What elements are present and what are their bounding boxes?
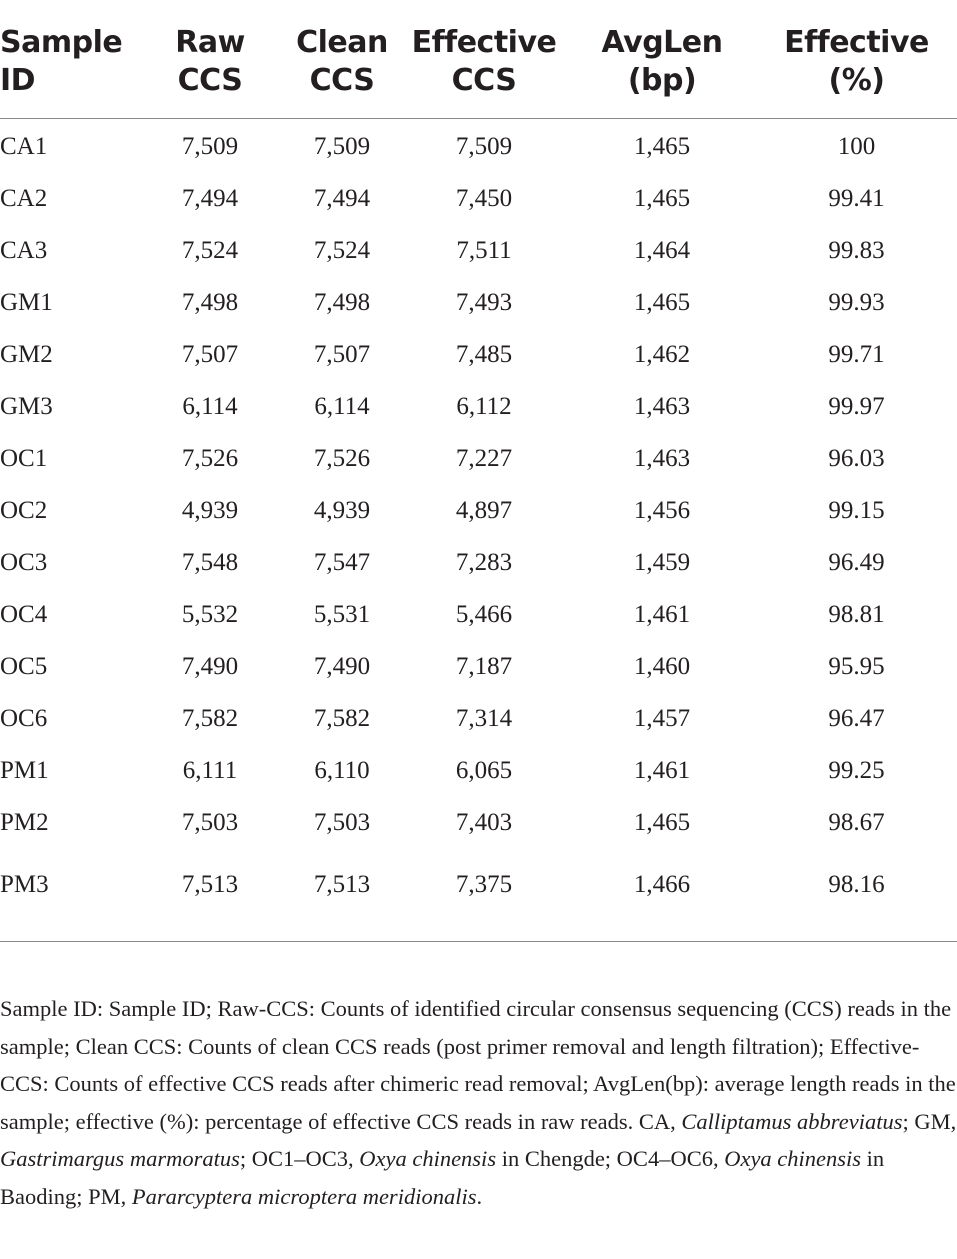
table-cell-effective-percent: 99.97 bbox=[828, 393, 885, 420]
table-cell-effective-percent: 99.41 bbox=[828, 185, 885, 212]
table-cell-effective-ccs: 7,314 bbox=[455, 705, 513, 732]
table-header bbox=[0, 24, 957, 119]
header-line: ID bbox=[0, 63, 36, 98]
table-row bbox=[0, 433, 957, 485]
table-cell-sample-id: PM1 bbox=[0, 757, 49, 784]
table-cell-sample-id: CA3 bbox=[0, 237, 48, 264]
table-cell-clean-ccs: 7,507 bbox=[313, 341, 371, 368]
column-header-sample-id bbox=[0, 24, 136, 119]
table-cell-raw-ccs: 7,509 bbox=[181, 133, 239, 160]
table-cell-sample-id: OC4 bbox=[0, 601, 48, 628]
table-cell-avglen-bp: 1,460 bbox=[633, 653, 691, 680]
footnote-text: Sample ID: Sample ID; Raw-CCS: Counts of identified circular consensus sequencing (CCS) reads in the sample; Clean CCS: Counts of clean CCS reads (post primer removal and length filtration); Effective-CCS: Counts of effective CCS reads after chimeric read removal; AvgLen(bp): average length reads in the sample; effective (%): percentage of effective CCS reads in raw reads. CA, bbox=[0, 996, 956, 1134]
table-row bbox=[0, 225, 957, 277]
table-body bbox=[0, 119, 957, 942]
table-cell-sample-id: CA2 bbox=[0, 185, 48, 212]
table-cell-sample-id: PM3 bbox=[0, 871, 49, 898]
table-cell-avglen-bp: 1,465 bbox=[633, 809, 691, 836]
header-row bbox=[0, 24, 957, 119]
table-cell-sample-id: GM1 bbox=[0, 289, 53, 316]
table-cell-clean-ccs: 5,531 bbox=[313, 601, 371, 628]
table-cell-effective-ccs: 5,466 bbox=[455, 601, 513, 628]
table-row bbox=[0, 641, 957, 693]
table-row bbox=[0, 329, 957, 381]
header-line: Effective bbox=[411, 25, 557, 60]
table-row bbox=[0, 381, 957, 433]
table-row bbox=[0, 277, 957, 329]
table-row bbox=[0, 119, 957, 174]
table-cell-effective-percent: 100 bbox=[837, 133, 876, 160]
table-cell-clean-ccs: 7,509 bbox=[313, 133, 371, 160]
table-row bbox=[0, 537, 957, 589]
table-cell-clean-ccs: 6,110 bbox=[314, 757, 370, 784]
header-line: Sample bbox=[0, 25, 123, 60]
table-cell-effective-ccs: 7,509 bbox=[455, 133, 513, 160]
table-cell-avglen-bp: 1,462 bbox=[633, 341, 691, 368]
table-cell-sample-id: CA1 bbox=[0, 133, 48, 160]
table-cell-sample-id: GM2 bbox=[0, 341, 53, 368]
table-cell-avglen-bp: 1,457 bbox=[633, 705, 691, 732]
table-cell-clean-ccs: 6,114 bbox=[314, 393, 370, 420]
table-cell-effective-ccs: 7,227 bbox=[455, 445, 513, 472]
species-name: Calliptamus abbreviatus bbox=[681, 1108, 903, 1134]
column-header-effective-ccs bbox=[400, 24, 568, 119]
table-cell-raw-ccs: 7,524 bbox=[181, 237, 239, 264]
table-cell-effective-percent: 96.47 bbox=[828, 705, 885, 732]
table-cell-sample-id: OC2 bbox=[0, 497, 48, 524]
table-cell-effective-ccs: 6,112 bbox=[456, 393, 512, 420]
table-cell-effective-ccs: 7,485 bbox=[455, 341, 513, 368]
header-line: (%) bbox=[828, 63, 885, 98]
table-cell-sample-id: OC1 bbox=[0, 445, 48, 472]
table-cell-avglen-bp: 1,463 bbox=[633, 393, 691, 420]
table-cell-effective-percent: 99.83 bbox=[828, 237, 885, 264]
table-cell-avglen-bp: 1,465 bbox=[633, 289, 691, 316]
table-cell-raw-ccs: 7,494 bbox=[181, 185, 239, 212]
table-cell-avglen-bp: 1,459 bbox=[633, 549, 691, 576]
table-cell-effective-ccs: 7,403 bbox=[455, 809, 513, 836]
table-cell-effective-percent: 99.25 bbox=[828, 757, 885, 784]
table-cell-effective-percent: 98.67 bbox=[828, 809, 885, 836]
table-cell-sample-id: OC3 bbox=[0, 549, 48, 576]
table-cell-clean-ccs: 7,490 bbox=[313, 653, 371, 680]
table-cell-raw-ccs: 7,498 bbox=[181, 289, 239, 316]
table-cell-clean-ccs: 7,498 bbox=[313, 289, 371, 316]
table-row bbox=[0, 797, 957, 849]
header-line: (bp) bbox=[627, 63, 697, 98]
header-line: CCS bbox=[451, 63, 517, 98]
table-cell-raw-ccs: 7,526 bbox=[181, 445, 239, 472]
header-line: CCS bbox=[309, 63, 375, 98]
table-cell-sample-id: PM2 bbox=[0, 809, 49, 836]
table-cell-raw-ccs: 7,503 bbox=[181, 809, 239, 836]
table-cell-avglen-bp: 1,464 bbox=[633, 237, 691, 264]
header-line: Effective bbox=[784, 25, 929, 60]
table-cell-avglen-bp: 1,463 bbox=[633, 445, 691, 472]
header-line: Clean bbox=[296, 25, 388, 60]
table-cell-clean-ccs: 7,524 bbox=[313, 237, 371, 264]
table-row bbox=[0, 485, 957, 537]
table-row bbox=[0, 849, 957, 942]
table-cell-raw-ccs: 6,111 bbox=[182, 757, 238, 784]
table-cell-effective-ccs: 7,283 bbox=[455, 549, 513, 576]
table-cell-effective-percent: 96.49 bbox=[828, 549, 885, 576]
table-row bbox=[0, 693, 957, 745]
species-name: Oxya chinensis bbox=[359, 1146, 497, 1171]
table-cell-clean-ccs: 7,547 bbox=[313, 549, 371, 576]
table-cell-effective-ccs: 7,450 bbox=[455, 185, 513, 212]
footnote-text: ; GM, bbox=[902, 1108, 957, 1134]
table-cell-effective-percent: 96.03 bbox=[828, 445, 885, 472]
table-cell-avglen-bp: 1,456 bbox=[633, 497, 691, 524]
column-header-clean-ccs bbox=[284, 24, 400, 119]
table-cell-clean-ccs: 7,526 bbox=[313, 445, 371, 472]
table-cell-raw-ccs: 5,532 bbox=[181, 601, 239, 628]
table-row bbox=[0, 745, 957, 797]
table-cell-effective-percent: 99.71 bbox=[828, 341, 885, 368]
table-cell-sample-id: OC6 bbox=[0, 705, 48, 732]
column-header-avglen-bp bbox=[568, 24, 756, 119]
species-name: Oxya chinensis bbox=[724, 1146, 862, 1171]
table-cell-effective-percent: 98.81 bbox=[828, 601, 885, 628]
species-name: Gastrimargus marmoratus bbox=[0, 1146, 240, 1171]
table-cell-clean-ccs: 7,494 bbox=[313, 185, 371, 212]
table-cell-raw-ccs: 7,548 bbox=[181, 549, 239, 576]
table-cell-raw-ccs: 4,939 bbox=[181, 497, 239, 524]
table-cell-raw-ccs: 7,582 bbox=[181, 705, 239, 732]
table-cell-raw-ccs: 6,114 bbox=[182, 393, 238, 420]
header-line: CCS bbox=[177, 63, 243, 98]
table-cell-clean-ccs: 4,939 bbox=[313, 497, 371, 524]
footnote-text: in Baoding; PM, bbox=[0, 1146, 885, 1209]
table-cell-raw-ccs: 7,513 bbox=[181, 871, 239, 898]
table-cell-effective-percent: 98.16 bbox=[828, 871, 885, 898]
table-cell-effective-ccs: 7,375 bbox=[455, 871, 513, 898]
header-line: Raw bbox=[175, 25, 245, 60]
footnote-text: ; OC1–OC3, bbox=[239, 1146, 360, 1171]
table-cell-effective-percent: 99.93 bbox=[828, 289, 885, 316]
table-cell-effective-ccs: 6,065 bbox=[455, 757, 513, 784]
table-cell-avglen-bp: 1,465 bbox=[633, 185, 691, 212]
table-cell-effective-percent: 95.95 bbox=[828, 653, 885, 680]
footnote-text: . bbox=[476, 1183, 483, 1209]
table-footnote bbox=[0, 990, 957, 1215]
species-name: Pararcyptera microptera meridionalis bbox=[131, 1183, 477, 1209]
table-cell-effective-ccs: 7,511 bbox=[456, 237, 512, 264]
table-cell-avglen-bp: 1,465 bbox=[633, 133, 691, 160]
table-cell-effective-ccs: 7,187 bbox=[455, 653, 513, 680]
table-cell-avglen-bp: 1,461 bbox=[633, 757, 691, 784]
table-cell-raw-ccs: 7,490 bbox=[181, 653, 239, 680]
table-cell-effective-ccs: 7,493 bbox=[455, 289, 513, 316]
table-cell-avglen-bp: 1,466 bbox=[633, 871, 691, 898]
table-cell-avglen-bp: 1,461 bbox=[633, 601, 691, 628]
table-cell-clean-ccs: 7,503 bbox=[313, 809, 371, 836]
table-cell-effective-ccs: 4,897 bbox=[455, 497, 513, 524]
header-line: AvgLen bbox=[601, 25, 723, 60]
table-cell-sample-id: OC5 bbox=[0, 653, 48, 680]
table-cell-sample-id: GM3 bbox=[0, 393, 53, 420]
table-cell-effective-percent: 99.15 bbox=[828, 497, 885, 524]
table-cell-clean-ccs: 7,582 bbox=[313, 705, 371, 732]
ccs-statistics-table bbox=[0, 24, 957, 942]
footnote-text: in Chengde; OC4–OC6, bbox=[496, 1146, 725, 1171]
column-header-effective-percent bbox=[756, 24, 957, 119]
table-row bbox=[0, 173, 957, 225]
table-cell-raw-ccs: 7,507 bbox=[181, 341, 239, 368]
column-header-raw-ccs bbox=[136, 24, 284, 119]
table-row bbox=[0, 589, 957, 641]
table-cell-clean-ccs: 7,513 bbox=[313, 871, 371, 898]
